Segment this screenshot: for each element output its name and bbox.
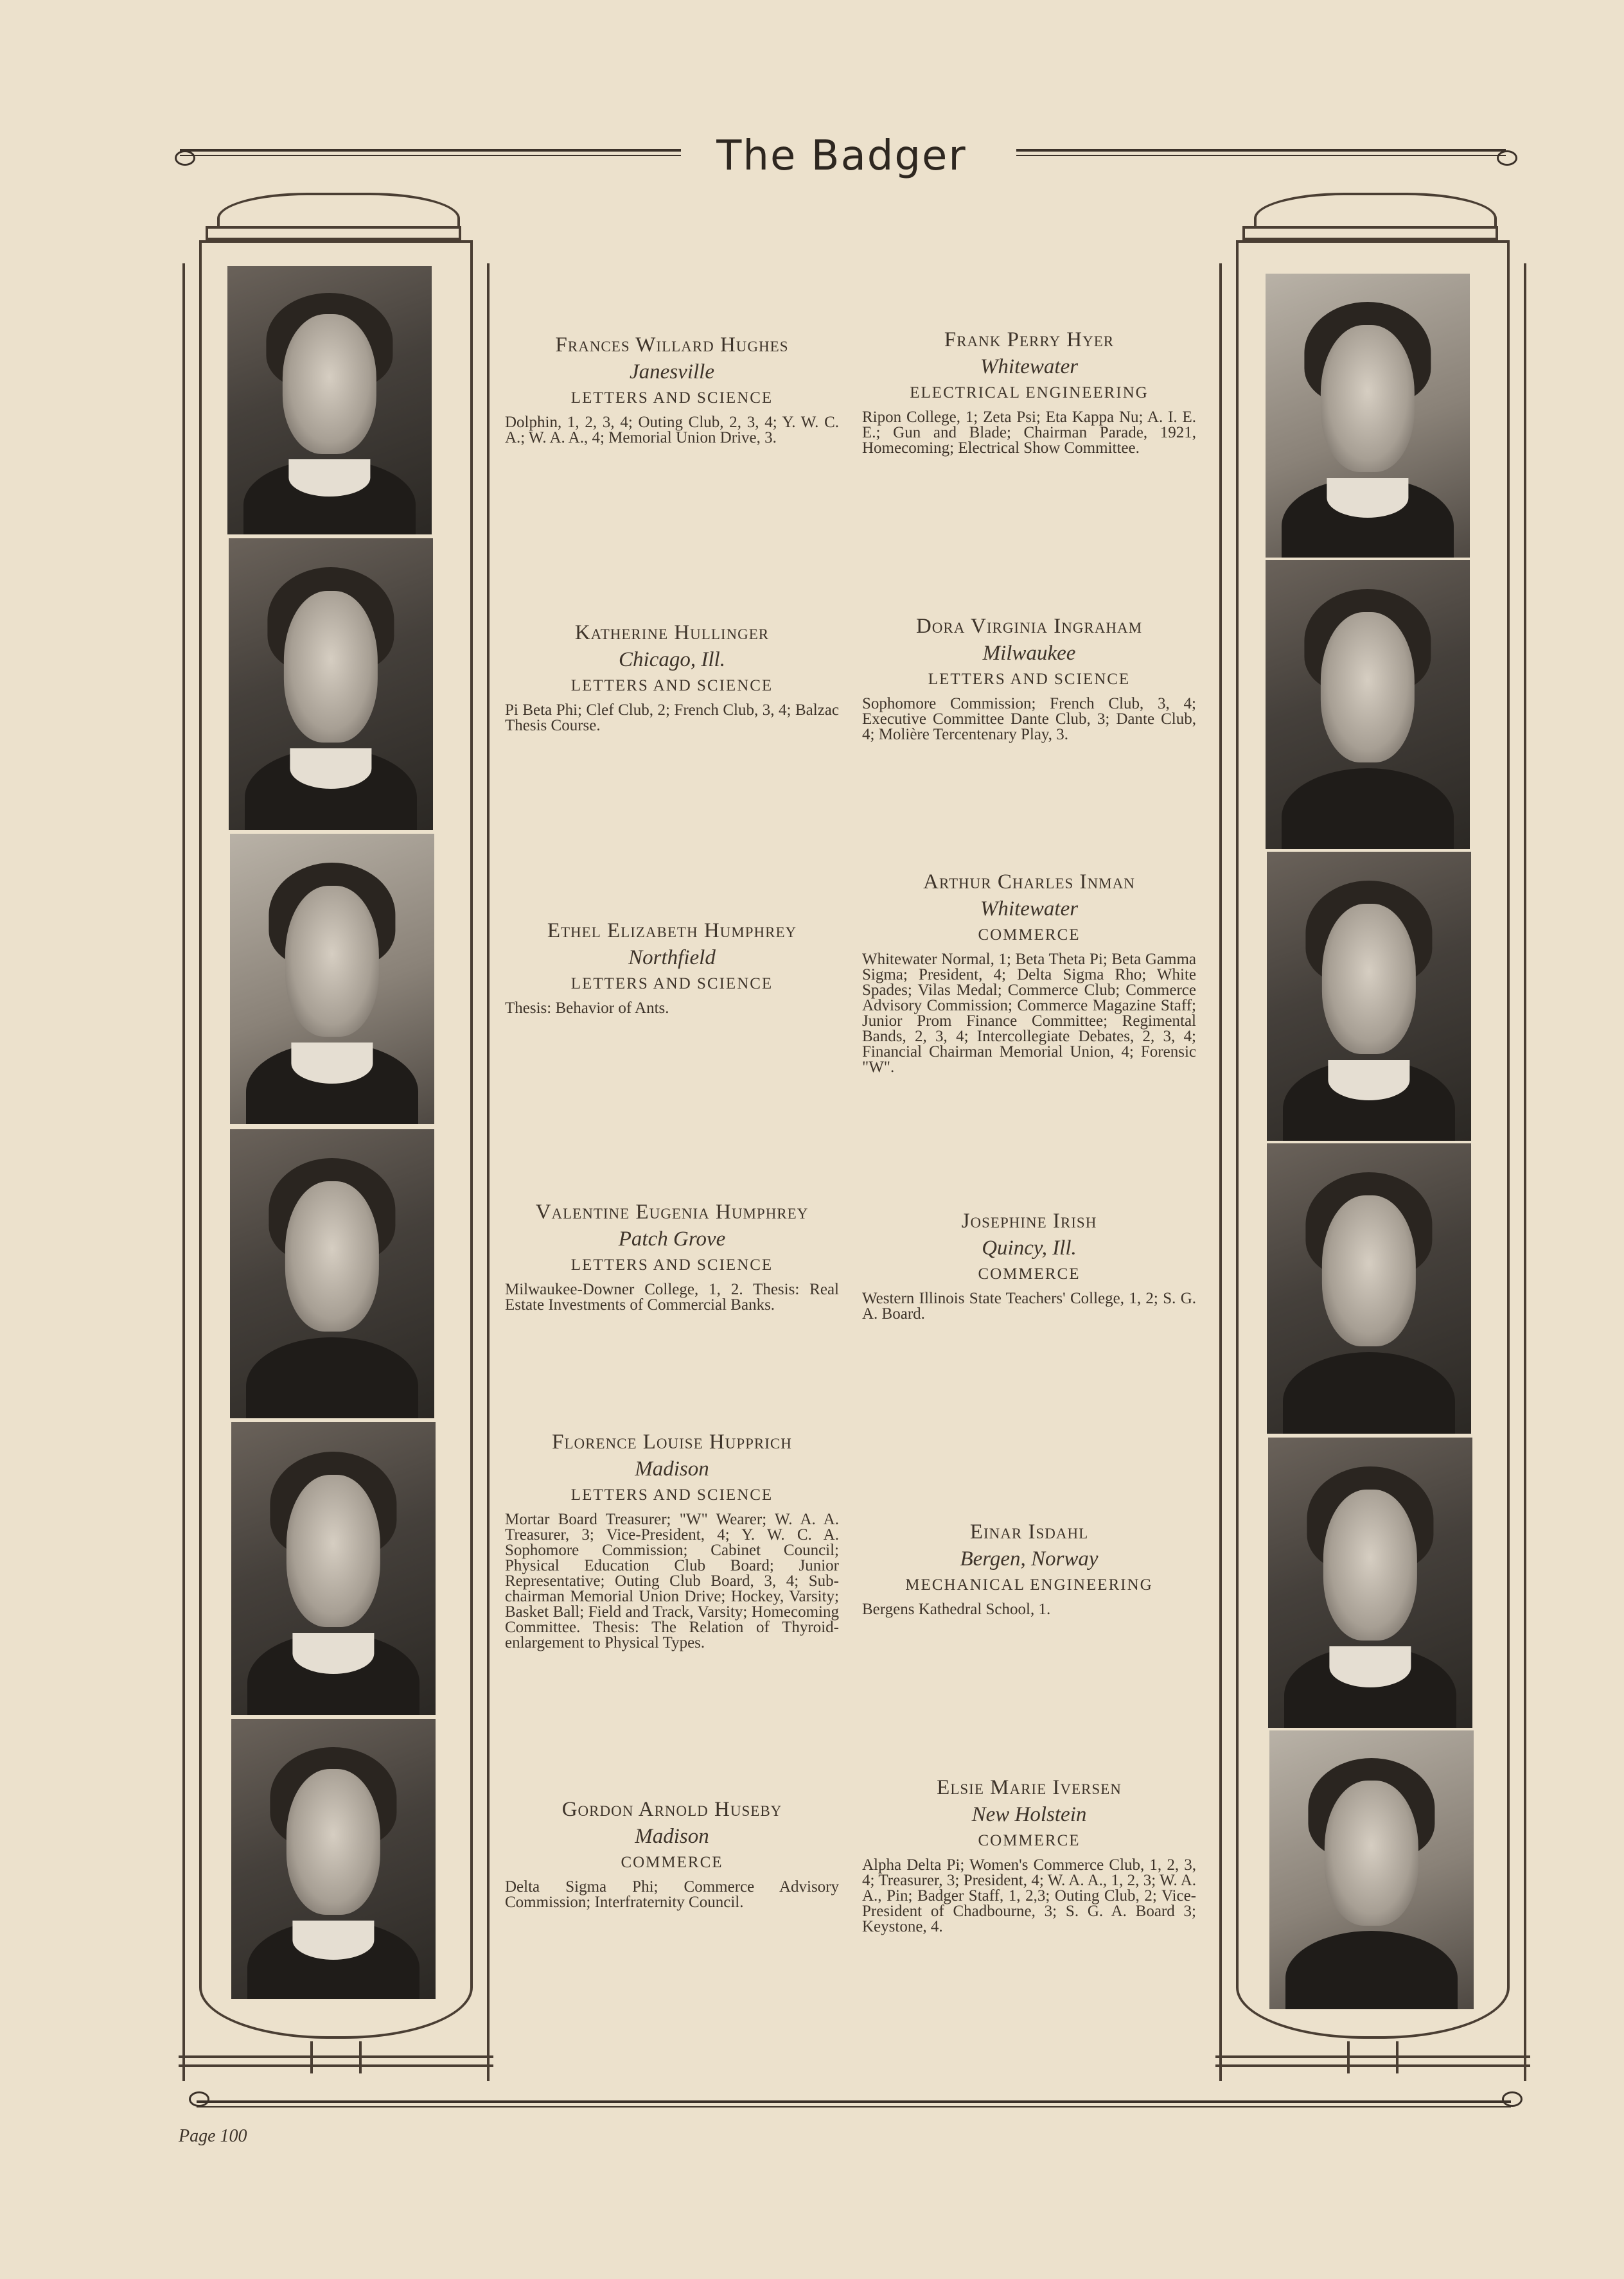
- student-college: LETTERS AND SCIENCE: [928, 671, 1131, 688]
- student-activities: Mortar Board Treasurer; "W" Wearer; W. A. A. Treasurer, 3; Vice-President, 4; Y. W. C. A. Sophomore Commission; Cabinet Council; Physical Education Club Board; Junior Representative; Outing Club Board, 3, 4; Sub-chairman Memorial Union Drive; Hockey, Varsity; Basket Ball; Field and Track, Varsity; Homecoming Committee. Thesis: The Relation of Thyroid-enlargement to Physical Types.: [505, 1511, 839, 1651]
- footer-rule-left-scroll: [189, 2091, 209, 2107]
- student-entry: [505, 619, 839, 734]
- student-name: Frank Perry Hyer: [944, 328, 1115, 351]
- header-rule-left-scroll: [175, 150, 195, 166]
- student-hometown: Quincy, Ill.: [982, 1236, 1077, 1260]
- student-name: Ethel Elizabeth Humphrey: [547, 919, 797, 942]
- student-activities: Alpha Delta Pi; Women's Commerce Club, 1, 2, 3, 4; Treasurer, 3; President, 4; W. A. A., 1, 2, 3; W. A. A., Pin; Badger Staff, 1, 2,3; Outing Club, 2; Vice-President of Chadbourne, 3; S. G. A. Board 3; Keystone, 4.: [862, 1856, 1196, 1935]
- student-entry: [862, 868, 1196, 1075]
- student-name: Florence Louise Hupprich: [552, 1430, 792, 1454]
- student-activities: Thesis: Behavior of Ants.: [505, 999, 669, 1017]
- student-name: Katherine Hullinger: [574, 621, 770, 644]
- student-activities: Milwaukee-Downer College, 1, 2. Thesis: Real Estate Investments of Commercial Banks.: [505, 1281, 839, 1314]
- student-college: LETTERS AND SCIENCE: [570, 389, 773, 407]
- student-activities: Bergens Kathedral School, 1.: [862, 1601, 1051, 1618]
- frame-band: [206, 226, 461, 240]
- portrait-photo-arthur-inman: [1267, 852, 1471, 1141]
- student-activities: Sophomore Commission; French Club, 3, 4; Executive Committee Dante Club, 3; Dante Club, 4; Molière Tercentenary Play, 3.: [862, 695, 1196, 743]
- portrait-photo-florence-hupprich: [231, 1422, 436, 1715]
- student-activities: Western Illinois State Teachers' College, 1, 2; S. G. A. Board.: [862, 1290, 1196, 1323]
- student-entry: [862, 613, 1196, 743]
- student-hometown: Whitewater: [980, 355, 1079, 378]
- page-number: Page 100: [179, 2126, 247, 2146]
- student-hometown: Whitewater: [980, 897, 1079, 920]
- header-rule-left: [180, 149, 681, 156]
- frame-base-mark: [1347, 2041, 1399, 2073]
- student-name: Frances Willard Hughes: [555, 333, 789, 356]
- student-entry: [505, 331, 839, 446]
- student-hometown: Madison: [635, 1457, 709, 1481]
- student-entry: [862, 1518, 1196, 1617]
- student-activities: Whitewater Normal, 1; Beta Theta Pi; Beta Gamma Sigma; President, 4; Delta Sigma Rho; White Spades; Vilas Medal; Commerce Club; Commerce Advisory Commission; Commerce Magazine Staff; Junior Prom Finance Committee; Regimental Bands, 2, 3, 4; Intercollegiate Debates, 2, 3, 4; Financial Chairman Memorial Union, 4; Forensic "W".: [862, 951, 1196, 1076]
- student-college: LETTERS AND SCIENCE: [570, 975, 773, 992]
- frame-cap: [217, 193, 460, 229]
- portrait-photo-ethel-humphrey: [230, 834, 434, 1124]
- student-college: MECHANICAL ENGINEERING: [905, 1576, 1153, 1594]
- student-college: COMMERCE: [978, 1832, 1081, 1849]
- footer-rule-right-scroll: [1502, 2091, 1522, 2107]
- student-entry: [505, 917, 839, 1016]
- footer-rule: [197, 2100, 1511, 2107]
- student-college: LETTERS AND SCIENCE: [570, 1256, 773, 1274]
- student-name: Valentine Eugenia Humphrey: [535, 1201, 809, 1224]
- student-name: Elsie Marie Iversen: [937, 1776, 1122, 1799]
- student-college: LETTERS AND SCIENCE: [570, 677, 773, 694]
- frame-cap: [1254, 193, 1497, 229]
- portrait-photo-josephine-irish: [1267, 1143, 1471, 1434]
- student-name: Arthur Charles Inman: [923, 870, 1135, 893]
- header-rule-right-scroll: [1497, 150, 1517, 166]
- portrait-photo-elsie-iversen: [1269, 1730, 1474, 2009]
- page-header-title: The Badger: [716, 132, 967, 180]
- student-activities: Ripon College, 1; Zeta Psi; Eta Kappa Nu; A. I. E. E.; Gun and Blade; Chairman Parade, 1921, Homecoming; Electrical Show Committee.: [862, 409, 1196, 457]
- frame-band: [1242, 226, 1498, 240]
- portrait-photo-katherine-hullinger: [229, 538, 433, 830]
- student-college: COMMERCE: [621, 1854, 723, 1871]
- portrait-photo-frances-hughes: [227, 266, 432, 534]
- student-hometown: Chicago, Ill.: [619, 648, 725, 671]
- student-name: Einar Isdahl: [969, 1520, 1089, 1544]
- portrait-photo-gordon-huseby: [231, 1719, 436, 1999]
- student-hometown: Milwaukee: [982, 642, 1076, 665]
- student-activities: Pi Beta Phi; Clef Club, 2; French Club, 3, 4; Balzac Thesis Course.: [505, 701, 839, 734]
- portrait-photo-einar-isdahl: [1268, 1438, 1472, 1728]
- student-entry: [862, 1774, 1196, 1935]
- student-hometown: Northfield: [628, 946, 716, 969]
- student-entry: [862, 1208, 1196, 1322]
- student-hometown: Bergen, Norway: [960, 1547, 1099, 1571]
- student-name: Josephine Irish: [961, 1210, 1097, 1233]
- student-entry: [505, 1199, 839, 1313]
- student-activities: Delta Sigma Phi; Commerce Advisory Commission; Interfraternity Council.: [505, 1878, 839, 1911]
- student-hometown: Madison: [635, 1825, 709, 1848]
- portrait-photo-frank-hyer: [1266, 274, 1470, 558]
- student-hometown: Patch Grove: [618, 1227, 726, 1251]
- student-name: Gordon Arnold Huseby: [561, 1798, 782, 1821]
- frame-base-mark: [310, 2041, 362, 2073]
- student-college: LETTERS AND SCIENCE: [570, 1486, 773, 1504]
- student-hometown: Janesville: [630, 360, 714, 383]
- student-entry: [505, 1796, 839, 1910]
- student-name: Dora Virginia Ingraham: [915, 615, 1143, 638]
- portrait-photo-valentine-humphrey: [230, 1129, 434, 1418]
- student-activities: Dolphin, 1, 2, 3, 4; Outing Club, 2, 3, 4; Y. W. C. A.; W. A. A., 4; Memorial Union Drive, 3.: [505, 414, 839, 446]
- student-hometown: New Holstein: [971, 1803, 1087, 1826]
- student-entry: [505, 1429, 839, 1651]
- header-rule-right: [1016, 149, 1506, 156]
- student-college: COMMERCE: [978, 1265, 1081, 1283]
- portrait-photo-dora-ingraham: [1266, 560, 1470, 849]
- student-college: COMMERCE: [978, 926, 1081, 944]
- student-entry: [862, 326, 1196, 456]
- student-college: ELECTRICAL ENGINEERING: [910, 384, 1149, 401]
